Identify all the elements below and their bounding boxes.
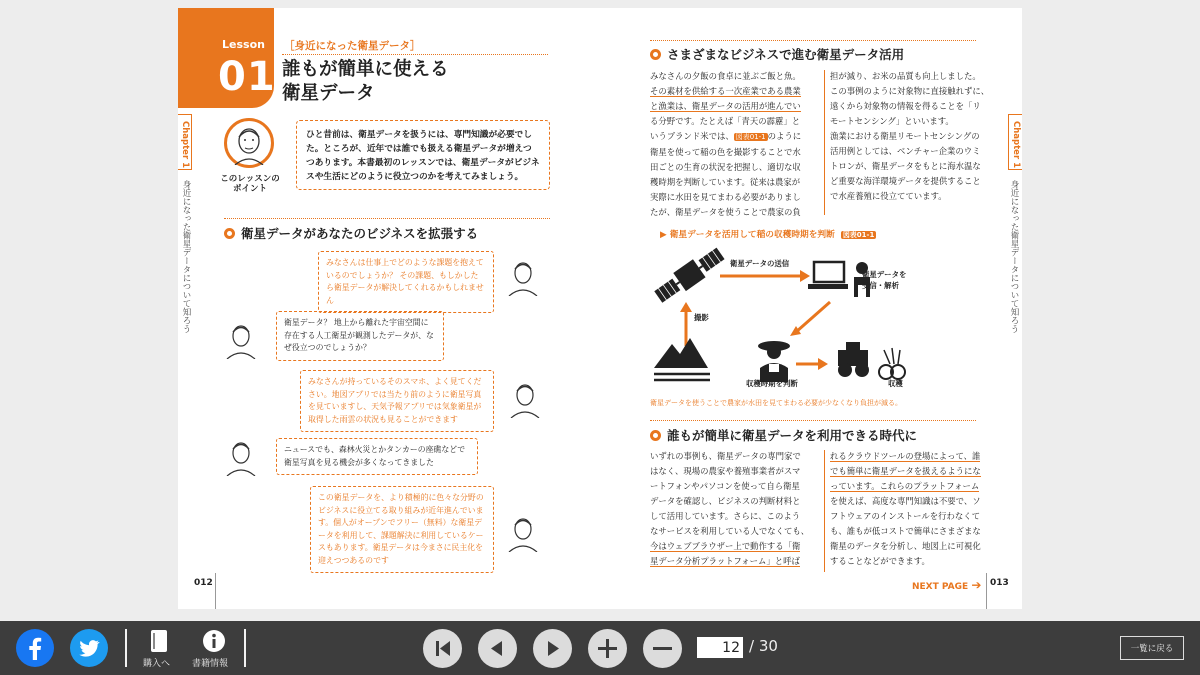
arrow-right-icon xyxy=(720,270,810,282)
body-line: その素材を供給する一次産業である農業 xyxy=(650,86,801,96)
figure-label-harvest: 収穫 xyxy=(888,379,903,388)
body-line: でも簡単に衛星データを扱えるようにな xyxy=(830,466,981,476)
ring-bullet-icon xyxy=(224,228,235,239)
right-page xyxy=(600,8,1022,609)
buy-label: 購入へ xyxy=(143,659,171,669)
face-illustration-icon xyxy=(506,514,540,552)
body-line: る分野です。たとえば「青天の霹靂」と xyxy=(650,116,801,126)
twitter-bird-icon xyxy=(70,629,108,667)
arrow-down-left-icon xyxy=(790,302,830,336)
page-edge-line xyxy=(986,573,987,609)
body-line: いずれの事例も、衛星データの専門家で xyxy=(650,451,801,461)
body-line: この事例のように対象物に直接触れずに、 xyxy=(830,86,990,96)
body-line: 衛星を使って稲の色を撮影することで水 xyxy=(650,147,801,157)
body-line: と漁業は、衛星データの活用が進んでい xyxy=(650,101,801,111)
body-line: れるクラウドツールの登場によって、誰 xyxy=(830,451,981,461)
facebook-icon xyxy=(16,629,54,667)
lesson-title-line: 誰もが簡単に使える xyxy=(282,59,449,80)
body-line: たが、衛星データを使うことで農家の負 xyxy=(650,207,801,217)
section-heading-text: 衛星データがあなたのビジネスを拡張する xyxy=(241,226,479,241)
satellite-icon xyxy=(652,244,727,306)
page-separator: / xyxy=(749,637,755,655)
figure-title xyxy=(660,228,876,240)
page-edge-line xyxy=(215,573,216,609)
zoom-out-button[interactable] xyxy=(643,629,682,668)
body-line: なサービスを利用している人でなくても、 xyxy=(650,526,810,536)
body-line: を使えば、高度な専門知識は不要で、ソ xyxy=(830,496,981,506)
section-tag: ［身近になった衛星データ］ xyxy=(284,40,421,52)
harvester-icon xyxy=(838,342,905,379)
plus-icon xyxy=(588,629,627,668)
figure-badge: 図表01-1 xyxy=(842,231,875,239)
body-column xyxy=(650,69,816,220)
body-line: することなどができます。 xyxy=(830,556,930,566)
facebook-share-button[interactable] xyxy=(16,629,54,667)
body-line: 遠くから対象物の情報を得ることを「リ xyxy=(830,101,981,111)
body-line: はなく、現場の農家や養殖事業者がスマ xyxy=(650,466,801,476)
triangle-right-icon xyxy=(533,629,572,668)
body-line: して活用しています。さらに、このよう xyxy=(650,511,801,521)
book-info-label: 書籍情報 xyxy=(192,659,229,669)
figure-caption: 衛星データを使うことで農家が水田を見てまわる必要が少なくなり負担が減る。 xyxy=(650,399,902,407)
page-number: 012 xyxy=(194,578,213,588)
page-number-input[interactable] xyxy=(697,637,743,658)
body-column xyxy=(650,449,816,569)
section-heading-text: 誰もが簡単に衛星データを利用できる時代に xyxy=(667,428,918,443)
previous-page-button[interactable] xyxy=(478,629,517,668)
lesson-word: Lesson xyxy=(222,38,265,51)
farmer-icon xyxy=(758,341,790,382)
face-illustration-icon xyxy=(224,438,258,476)
book-info-button[interactable] xyxy=(190,627,238,673)
body-column xyxy=(830,69,1000,204)
back-to-list-button[interactable]: 一覧に戻る xyxy=(1120,636,1184,660)
dialogue-bubble: みなさんは仕事上でどのような課題を抱えているのでしょうか？ その課題、もしかしたら衛星データが解決してくれるかもしれません xyxy=(318,251,494,313)
lesson-title xyxy=(282,58,449,106)
body-line: 穫時期を判断しています。従来は農家が xyxy=(650,177,801,187)
skip-to-first-icon xyxy=(423,629,462,668)
face-illustration-icon xyxy=(508,380,542,418)
next-page-button[interactable] xyxy=(533,629,572,668)
figure-label-transmit: 衛星データの送信 xyxy=(730,259,790,268)
body-line: モートセンシング」といいます。 xyxy=(830,116,954,126)
triangle-left-icon xyxy=(478,629,517,668)
title-divider xyxy=(282,54,548,55)
face-illustration-icon xyxy=(506,258,540,296)
body-line: で水産養殖に役立てています。 xyxy=(830,191,947,201)
buy-button[interactable] xyxy=(140,627,176,673)
section-divider xyxy=(650,420,976,421)
column-divider xyxy=(824,450,825,572)
body-line: っています。これらのプラットフォーム xyxy=(830,481,980,491)
chapter-tab xyxy=(178,114,192,170)
toolbar-separator xyxy=(244,629,246,667)
body-line: 担が減り、お米の品質も向上しました。 xyxy=(830,71,981,81)
dialogue-bubble: 衛星データ？ 地上から離れた宇宙空間に存在する人工衛星が観測したデータが、なぜ役立つのでしょうか？ xyxy=(276,311,444,361)
chapter-tab xyxy=(1008,114,1022,170)
body-line: 星データ分析プラットフォーム」と呼ば xyxy=(650,556,800,566)
section-heading xyxy=(650,45,904,63)
lesson-point-box: ひと昔前は、衛星データを扱うには、専門知識が必要でした。ところが、近年では誰でも扱える衛星データが増えつつあります。本書最初のレッスンでは、衛星データがビジネスや生活にどのように役立つのかを考えてみましょう。 xyxy=(296,120,550,190)
figure-title-text: 衛星データを活用して稲の収穫時期を判断 xyxy=(669,230,835,240)
book-icon xyxy=(149,629,169,655)
left-page xyxy=(178,8,600,609)
toolbar-separator xyxy=(125,629,127,667)
chapter-side-title: 身近になった衛星データについて知ろう xyxy=(181,180,191,333)
figure-label-judge: 収穫時期を判断 xyxy=(746,379,798,388)
column-divider xyxy=(824,70,825,215)
author-avatar xyxy=(224,118,274,168)
lesson-title-line: 衛星データ xyxy=(282,83,375,104)
dialogue-bubble: みなさんが持っているそのスマホ、よく見てください。地図アプリでは当たり前のように衛星写真を見ていますし、天気予報アプリでは気象衛星が取得した雨雲の状況も見ることができます xyxy=(300,370,494,432)
point-label xyxy=(220,174,280,194)
face-illustration-icon xyxy=(224,321,258,359)
body-line: トロンが、衛星データをもとに海水温な xyxy=(830,161,981,171)
chapter-label: Chapter 1 xyxy=(1011,121,1021,169)
computer-user-icon xyxy=(808,262,870,297)
body-line: 田ごとの生育の状況を把握し、適切な収 xyxy=(650,162,801,172)
point-label-line: ポイント xyxy=(232,184,267,194)
section-divider xyxy=(224,218,550,219)
body-line: みなさんの夕飯の食卓に並ぶご飯と魚。 xyxy=(650,71,801,81)
face-illustration-icon xyxy=(227,121,271,165)
viewer-toolbar xyxy=(0,621,1200,675)
total-pages: 30 xyxy=(758,637,778,655)
arrow-right-icon: ➔ xyxy=(971,578,982,592)
book-spread xyxy=(178,8,1022,609)
body-column xyxy=(830,449,1000,569)
section-heading-text: さまざまなビジネスで進む衛星データ活用 xyxy=(667,47,905,62)
dialogue-bubble: ニュースでも、森林火災とかタンカーの座礁などで衛星写真を見る機会が多くなってきました xyxy=(276,438,478,475)
body-line: いうブランド米では、 図表01-1 のように xyxy=(650,131,802,141)
body-line: ートフォンやパソコンを使って自ら衛星 xyxy=(650,481,800,491)
body-line: 今はウェブブラウザー上で動作する「衛 xyxy=(650,541,801,551)
section-heading xyxy=(650,426,917,444)
dialogue-bubble: この衛星データを、より積極的に色々な分野のビジネスに役立てる取り組みが近年進んでいます。個人がオープンでフリー（無料）な衛星データを利用して、課題解決に利用しているケースもあります。衛星データは今まさに民主化を迎えつつあるのです xyxy=(310,486,494,573)
body-line: ど重要な海洋環境データを提供すること xyxy=(830,176,981,186)
body-line: データを確認し、ビジネスの判断材料と xyxy=(650,496,801,506)
chapter-side-title: 身近になった衛星データについて知ろう xyxy=(1009,180,1019,333)
figure-reference-badge: 図表01-1 xyxy=(735,133,766,141)
triangle-bullet-icon: ▶ xyxy=(660,230,667,240)
ring-bullet-icon xyxy=(650,49,661,60)
next-page-link[interactable]: NEXT PAGE ➔ xyxy=(912,578,982,592)
minus-icon xyxy=(643,629,682,668)
lesson-number: 01 xyxy=(218,54,276,100)
page-total xyxy=(749,637,778,655)
info-icon xyxy=(202,629,226,653)
section-divider xyxy=(650,40,976,41)
mountain-landscape-icon xyxy=(654,338,710,380)
zoom-in-button[interactable] xyxy=(588,629,627,668)
page-number: 013 xyxy=(990,578,1009,588)
point-label-line: このレッスンの xyxy=(220,174,280,184)
chapter-label: Chapter 1 xyxy=(180,121,190,169)
body-line: 活用例としては、ベンチャー企業のウミ xyxy=(830,146,981,156)
lesson-badge xyxy=(178,8,274,108)
body-line: 漁業における衛星リモートセンシングの xyxy=(830,131,980,141)
ring-bullet-icon xyxy=(650,430,661,441)
body-line: も、誰もが低コストで簡単にさまざまな xyxy=(830,526,981,536)
body-line: 衛星のデータを分析し、地図上に可視化 xyxy=(830,541,981,551)
twitter-share-button[interactable] xyxy=(70,629,108,667)
body-line: 実際に水田を見てまわる必要がありまし xyxy=(650,192,801,202)
first-page-button[interactable] xyxy=(423,629,462,668)
arrow-right-icon xyxy=(796,358,828,370)
body-line: フトウェアのインストールを行わなくて xyxy=(830,511,980,521)
figure-label-receive: 衛星データを 受信・解析 xyxy=(862,270,907,290)
figure-label-capture: 撮影 xyxy=(694,313,709,322)
section-heading xyxy=(224,224,478,242)
